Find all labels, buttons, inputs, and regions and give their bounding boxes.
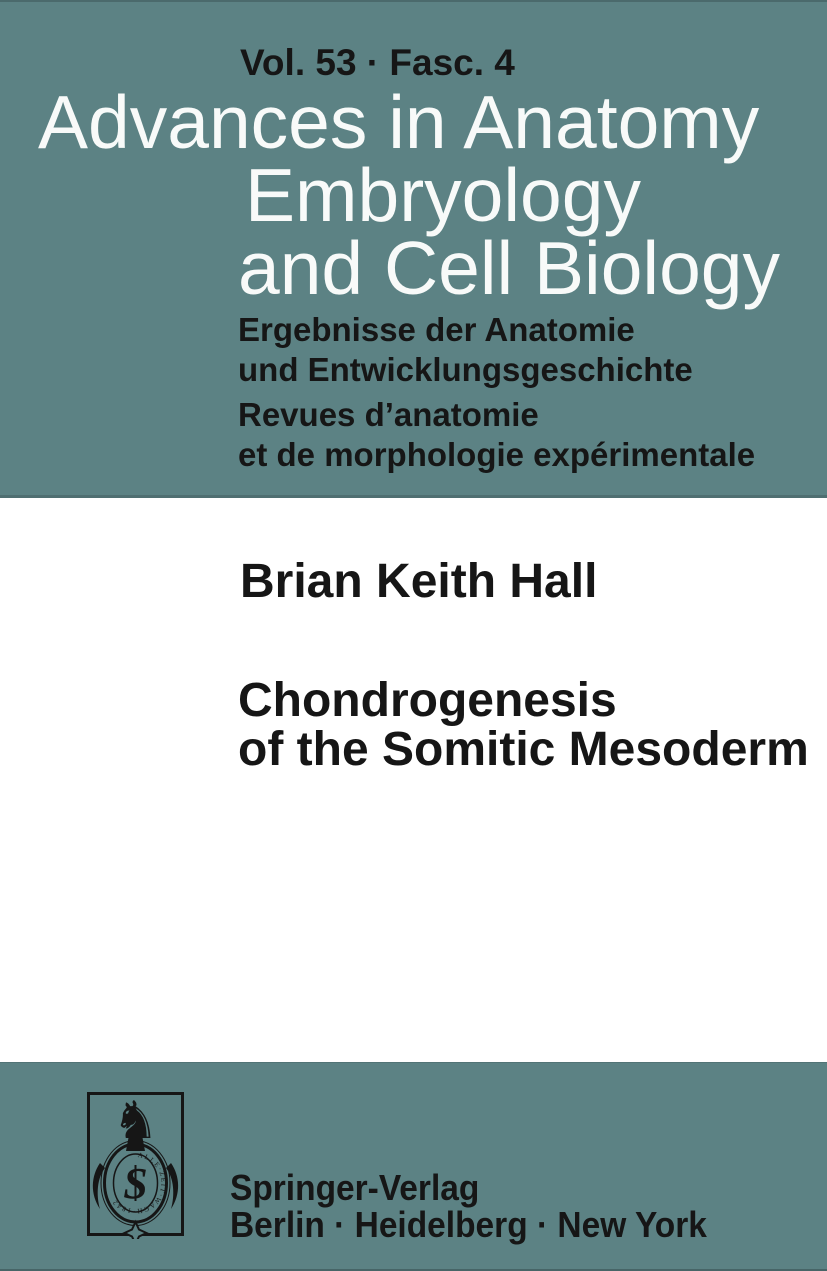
publisher-name: Springer-Verlag (230, 1167, 480, 1208)
book-title-line-1: Chondrogenesis (238, 674, 617, 727)
subtitle-french-line-1: Revues d’anatomie (238, 396, 539, 433)
series-title-line-1: Advances in Anatomy (38, 80, 760, 164)
subtitle-german (238, 310, 693, 390)
cover-header-band (0, 0, 827, 498)
book-title (238, 676, 809, 774)
knight-icon: ♞ (112, 1091, 159, 1151)
author-name: Brian Keith Hall (240, 555, 598, 608)
subtitle-french (238, 395, 755, 475)
logo-monogram-s: S (123, 1159, 148, 1208)
subtitle-french-line-2: et de morphologie expérimentale (238, 436, 756, 473)
springer-knight-logo-icon (86, 1091, 185, 1239)
series-title-line-3: and Cell Biology (238, 226, 780, 310)
publisher-block (230, 1169, 707, 1243)
publisher-cities: Berlin · Heidelberg · New York (230, 1204, 707, 1245)
logo-ring-textpath: ALLE·ZEIT·WACH·1842 (110, 1150, 168, 1216)
series-title (0, 80, 827, 310)
series-title-line-2: Embryology (245, 153, 641, 237)
volume-fascicle-line: Vol. 53 · Fasc. 4 (240, 42, 515, 83)
subtitle-german-line-1: Ergebnisse der Anatomie (238, 311, 635, 348)
book-title-line-2: of the Somitic Mesoderm (238, 723, 809, 776)
subtitle-german-line-2: und Entwicklungsgeschichte (238, 351, 693, 388)
